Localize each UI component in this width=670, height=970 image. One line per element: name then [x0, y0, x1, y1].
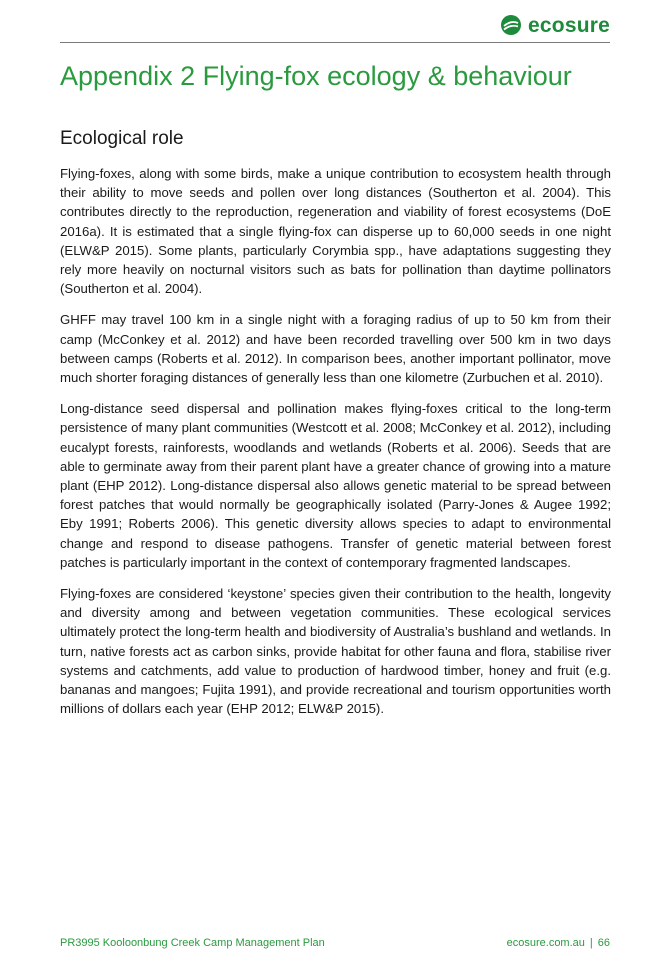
paragraph-2: GHFF may travel 100 km in a single night with a foraging radius of up to 50 km from their camp (McConkey et al. 2012) and have been recorded travelling over 500 km in two days between camps (Roberts et al. 2012). In comparison bees, another important pollinator, move much shorter foraging distances of generally less than one kilometre (Zurbuchen et al. 2010).: [60, 312, 611, 386]
page-number: 66: [597, 937, 610, 949]
footer-separator: |: [589, 937, 593, 949]
logo-wordmark: ecosure: [528, 13, 610, 37]
paragraph-1: Flying-foxes, along with some birds, make a unique contribution to ecosystem health through their ability to move seeds and pollen over long distances (Southerton et al. 2004). This contributes directly to the reproduction, regeneration and viability of forest ecosystems (DoE 2016a). It is estimated that a single flying-fox can disperse up to 60,000 seeds in one night (ELW&P 2015). Some plants, particularly Corymbia spp., have adaptations suggesting they rely more heavily on nocturnal visitors such as bats for pollination than daytime pollinators (Southerton et al. 2004).: [60, 166, 611, 297]
page-title: Appendix 2 Flying-fox ecology & behaviour: [60, 61, 572, 91]
paragraph-4: Flying-foxes are considered ‘keystone’ species given their contribution to the health, longevity and diversity among and between vegetation communities. These ecological services ultimately protect the long-term health and biodiversity of Australia’s bushland and wetlands. In turn, native forests act as carbon sinks, provide habitat for other fauna and flora, stabilise river systems and catchments, add value to production of hardwood timber, honey and fruit (e.g. bananas and mangoes; Fujita 1991), and provide recreational and tourism opportunities worth millions of dollars each year (EHP 2012; ELW&P 2015).: [60, 586, 612, 717]
section-heading: Ecological role: [60, 128, 184, 149]
ecosure-leaf-icon: [500, 14, 522, 36]
body-text: [60, 164, 611, 730]
page-header: [60, 0, 610, 43]
footer-document-title: PR3995 Kooloonbung Creek Camp Management Plan: [60, 937, 325, 949]
page-footer: [60, 937, 610, 949]
paragraph-3: Long-distance seed dispersal and pollination makes flying-foxes critical to the long-term persistence of many plant communities (Westcott et al. 2008; McConkey et al. 2012), including eucalypt forests, rainforests, woodlands and wetlands (Roberts et al. 2006). Seeds that are able to germinate away from their parent plant have a greater chance of growing into a mature plant (EHP 2012). Long-distance dispersal also allows genetic material to be spread between forest patches that would normally be geographically isolated (Parry-Jones & Augee 1992; Eby 1991; Roberts 2006). This genetic diversity allows species to adapt to environmental change and respond to disease pathogens. Transfer of genetic material between forest patches is particularly important in the context of contemporary fragmented landscapes.: [60, 401, 611, 570]
footer-website-link[interactable]: ecosure.com.au: [506, 937, 585, 949]
ecosure-logo: [500, 14, 610, 36]
footer-right: [507, 937, 610, 949]
